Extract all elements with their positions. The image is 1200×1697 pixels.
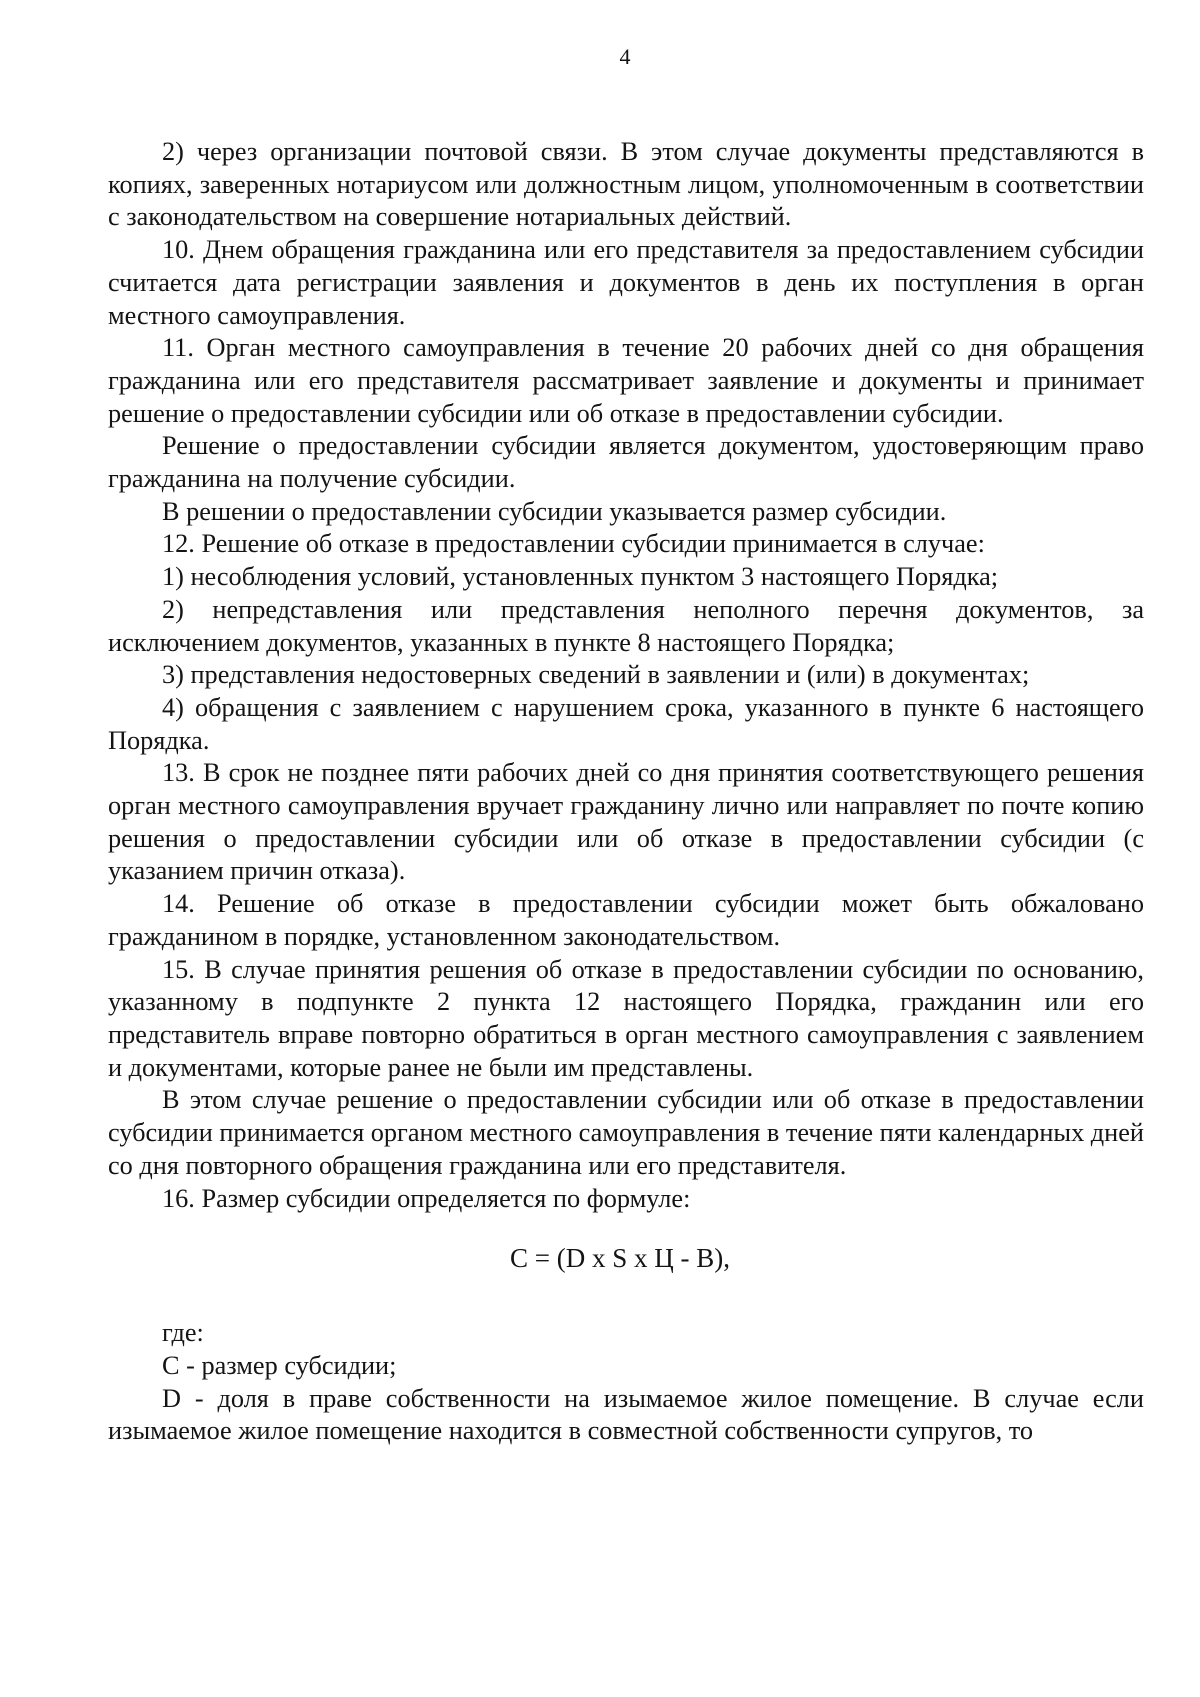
paragraph-decision-document: Решение о предоставлении субсидии является документом, удостоверяющим право гражданина на получение субсидии. — [108, 431, 1144, 494]
paragraph-15-repeat: В этом случае решение о предоставлении субсидии или об отказе в предоставлении субсидии принимается органом местного самоуправления в течение пяти календарных дней со дня повторного обращения гражданина или его представителя. — [108, 1085, 1144, 1180]
paragraph-11: 11. Орган местного самоуправления в течение 20 рабочих дней со дня обращения гражданина или его представителя рассматривает заявление и документы и принимает решение о предоставлении субсидии или об отказе в предоставлении субсидии. — [108, 333, 1144, 428]
paragraph-12-item-3: 3) представления недостоверных сведений в заявлении и (или) в документах; — [162, 660, 1030, 690]
paragraph-decision-amount: В решении о предоставлении субсидии указывается размер субсидии. — [162, 496, 947, 526]
document-body — [108, 136, 1144, 1448]
paragraph-16: 16. Размер субсидии определяется по формуле: — [162, 1183, 691, 1213]
paragraph-where: где: — [162, 1318, 204, 1348]
paragraph-12-item-2: 2) непредставления или представления неполного перечня документов, за исключением документов, указанных в пункте 8 настоящего Порядка; — [108, 594, 1144, 657]
paragraph-12-item-4: 4) обращения с заявлением с нарушением срока, указанного в пункте 6 настоящего Порядка. — [108, 692, 1144, 755]
paragraph-definition-c: C - размер субсидии; — [162, 1350, 397, 1380]
page-number: 4 — [619, 44, 631, 69]
paragraph-13: 13. В срок не позднее пяти рабочих дней со дня принятия соответствующего решения орган местного самоуправления вручает гражданину лично или направляет по почте копию решения о предоставлении субсидии или об отказе в предоставлении субсидии (с указанием причин отказа). — [108, 758, 1144, 886]
paragraph-definition-d: D - доля в праве собственности на изымаемое жилое помещение. В случае если изымаемое жилое помещение находится в совместной собственности супругов, то — [108, 1383, 1144, 1446]
paragraph-14: 14. Решение об отказе в предоставлении субсидии может быть обжаловано гражданином в порядке, установленном законодательством. — [108, 889, 1144, 951]
paragraph-postal: 2) через организации почтовой связи. В этом случае документы представляются в копиях, заверенных нотариусом или должностным лицом, уполномоченным в соответствии с законодательством на совершение нотариальных действий. — [108, 137, 1144, 232]
paragraph-12: 12. Решение об отказе в предоставлении субсидии принимается в случае: — [162, 529, 985, 559]
paragraph-10: 10. Днем обращения гражданина или его представителя за предоставлением субсидии считается дата регистрации заявления и документов в день их поступления в орган местного самоуправления. — [108, 235, 1144, 330]
paragraph-12-item-1: 1) несоблюдения условий, установленных пунктом 3 настоящего Порядка; — [162, 562, 999, 592]
paragraph-15: 15. В случае принятия решения об отказе в предоставлении субсидии по основанию, указанному в подпункте 2 пункта 12 настоящего Порядка, гражданин или его представитель вправе повторно обратиться в орган местного самоуправления с заявлением и документами, которые ранее не были им представлены. — [108, 954, 1144, 1082]
subsidy-formula: C = (D x S x Ц - B), — [510, 1243, 730, 1274]
